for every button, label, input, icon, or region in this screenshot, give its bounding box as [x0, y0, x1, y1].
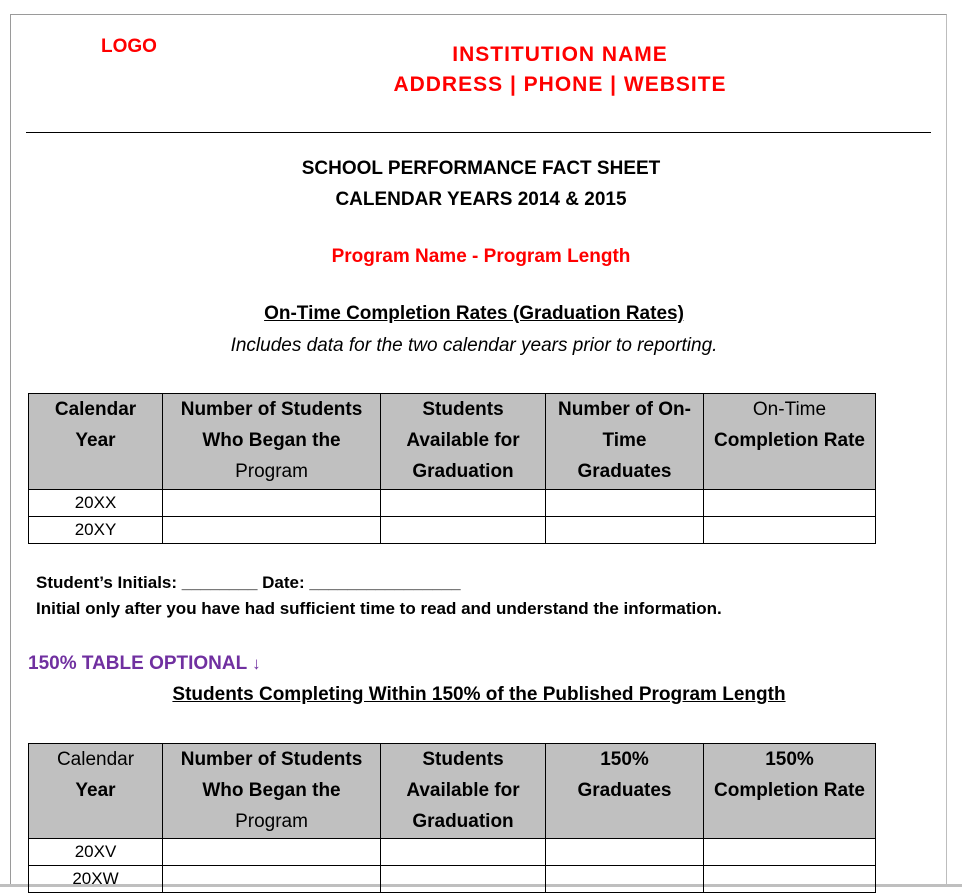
began-cell[interactable]	[163, 517, 381, 544]
table-row	[29, 517, 876, 544]
table-row	[29, 866, 876, 893]
began-cell[interactable]	[163, 839, 381, 866]
calendar-years-title: CALENDAR YEARS 2014 & 2015	[335, 189, 627, 210]
on-time-table	[28, 393, 876, 544]
institution-name: INSTITUTION NAME	[452, 43, 668, 66]
on-time-subheading: Includes data for the two calendar years prior to reporting.	[230, 335, 718, 356]
header-on-time-graduates: Number of On- Time Graduates	[546, 394, 704, 490]
rate-cell[interactable]	[704, 490, 876, 517]
optional-label-text: 150% TABLE OPTIONAL	[28, 653, 247, 674]
completion-150-table	[28, 743, 876, 893]
table-row	[29, 839, 876, 866]
graduates-cell[interactable]	[546, 490, 704, 517]
institution-contact: ADDRESS | PHONE | WEBSITE	[393, 73, 727, 96]
header-divider	[26, 132, 931, 133]
arrow-down-icon: ↓	[252, 654, 261, 673]
available-cell[interactable]	[381, 866, 546, 893]
table-row	[29, 490, 876, 517]
student-initials-line: Student’s Initials: ________ Date: ________________	[36, 573, 461, 592]
header-calendar-year: Calendar Year	[29, 744, 163, 839]
year-cell: 20XX	[29, 490, 163, 517]
header-students-began: Number of Students Who Began the Program	[163, 744, 381, 839]
table-header-row	[29, 744, 876, 839]
header-students-began: Number of Students Who Began the Program	[163, 394, 381, 490]
on-time-heading: On-Time Completion Rates (Graduation Rates)	[264, 303, 684, 324]
graduates-cell[interactable]	[546, 517, 704, 544]
header-calendar-year: Calendar Year	[29, 394, 163, 490]
graduates-cell[interactable]	[546, 866, 704, 893]
rate-cell[interactable]	[704, 517, 876, 544]
available-cell[interactable]	[381, 490, 546, 517]
began-cell[interactable]	[163, 490, 381, 517]
header-150-completion-rate: 150% Completion Rate	[704, 744, 876, 839]
fact-sheet-title: SCHOOL PERFORMANCE FACT SHEET	[301, 158, 661, 179]
available-cell[interactable]	[381, 517, 546, 544]
initials-note: Initial only after you have had sufficient time to read and understand the information.	[36, 599, 722, 618]
year-cell: 20XV	[29, 839, 163, 866]
completing-heading: Students Completing Within 150% of the Published Program Length	[172, 684, 786, 705]
year-cell: 20XY	[29, 517, 163, 544]
program-title: Program Name - Program Length	[331, 246, 631, 267]
header-completion-rate: On-Time Completion Rate	[704, 394, 876, 490]
header-students-available: Students Available for Graduation	[381, 394, 546, 490]
rate-cell[interactable]	[704, 839, 876, 866]
header-150-graduates: 150% Graduates	[546, 744, 704, 839]
header-students-available: Students Available for Graduation	[381, 744, 546, 839]
rate-cell[interactable]	[704, 866, 876, 893]
optional-table-label	[28, 653, 261, 675]
year-cell: 20XW	[29, 866, 163, 893]
graduates-cell[interactable]	[546, 839, 704, 866]
logo-placeholder: LOGO	[101, 36, 157, 57]
available-cell[interactable]	[381, 839, 546, 866]
began-cell[interactable]	[163, 866, 381, 893]
table-header-row	[29, 394, 876, 490]
